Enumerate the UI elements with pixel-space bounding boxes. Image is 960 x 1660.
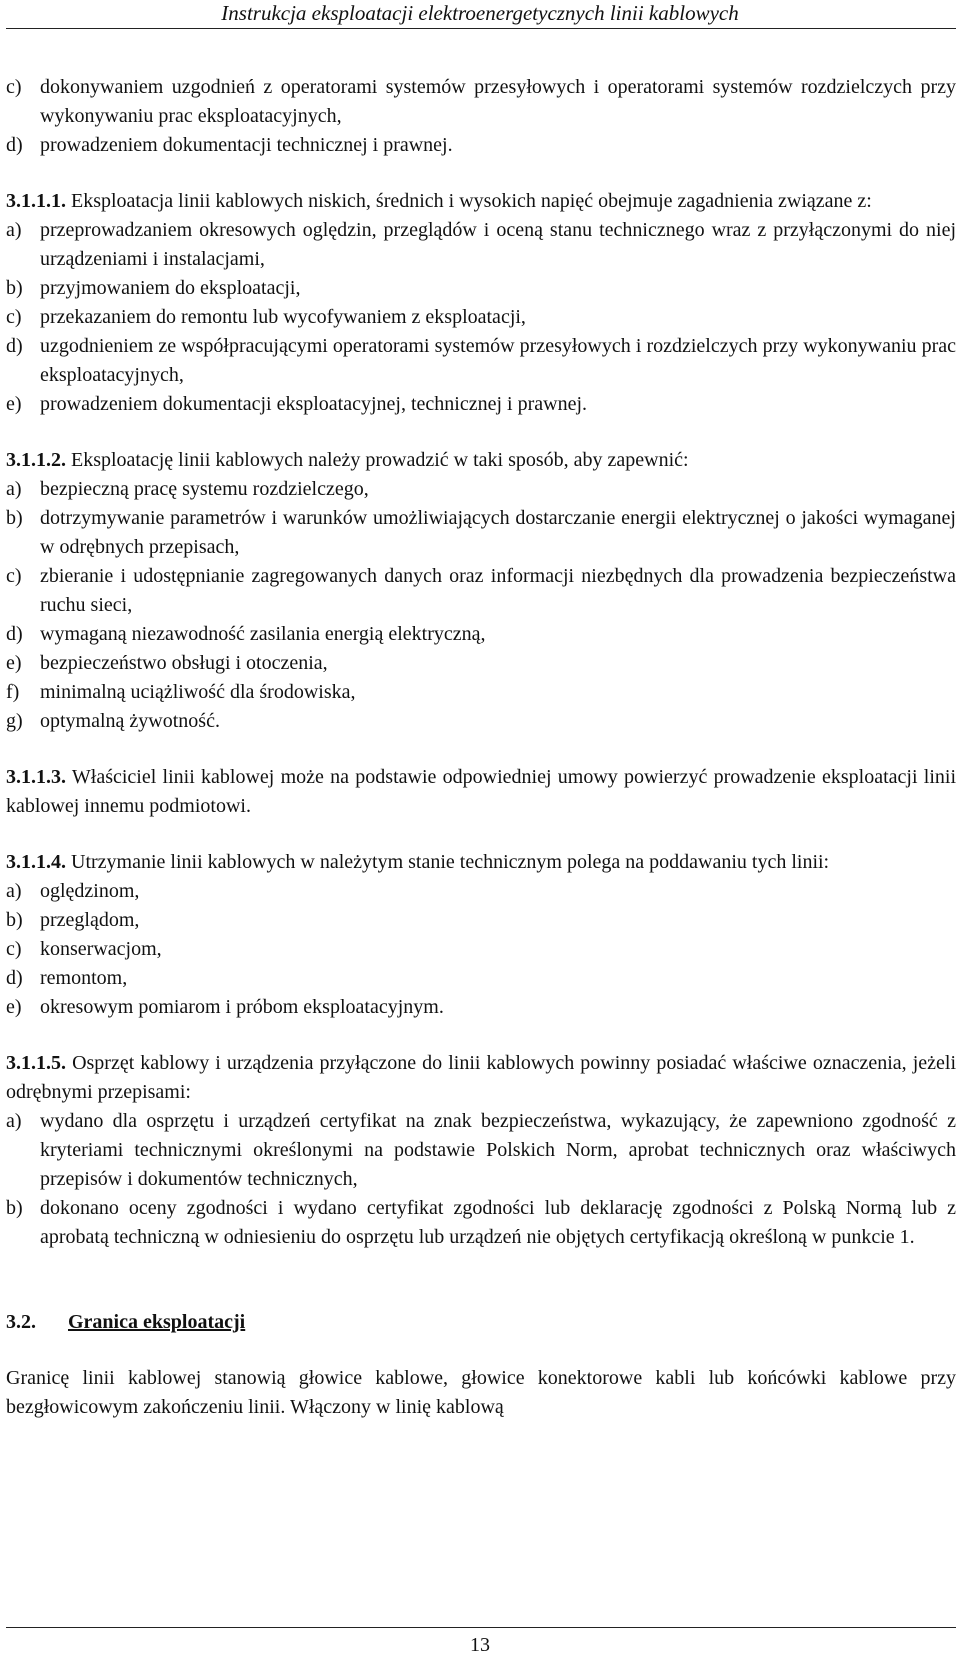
header-title: Instrukcja eksploatacji elektroenergetycznych linii kablowych bbox=[221, 1, 739, 25]
list-label: b) bbox=[6, 909, 23, 931]
list-text: przekazaniem do remontu lub wycofywaniem z eksploatacji, bbox=[40, 306, 526, 328]
list-item bbox=[6, 906, 956, 935]
list-text: minimalną uciążliwość dla środowiska, bbox=[40, 681, 356, 703]
list-label: d) bbox=[6, 967, 23, 989]
list-item bbox=[6, 274, 956, 303]
paragraph-3-1-1-1 bbox=[6, 187, 956, 216]
paragraph-3-1-1-5 bbox=[6, 1049, 956, 1107]
list-label: d) bbox=[6, 335, 23, 357]
spacer bbox=[6, 821, 956, 848]
list-label: c) bbox=[6, 76, 22, 98]
list-label: b) bbox=[6, 277, 23, 299]
paragraph-text: Osprzęt kablowy i urządzenia przyłączone do linii kablowych powinny posiadać właściwe oznaczenia, jeżeli odrębnymi przepisami: bbox=[6, 1052, 957, 1103]
paragraph-3-1-1-3 bbox=[6, 763, 956, 821]
list-text: prowadzeniem dokumentacji eksploatacyjnej, technicznej i prawnej. bbox=[40, 393, 588, 415]
list-text: dokonano oceny zgodności i wydano certyfikat zgodności lub deklarację zgodności z Polską Normą lub z aprobatą techniczną w odniesieniu do osprzętu lub urządzeń nie objętych certyfikacją określoną w punkcie 1. bbox=[40, 1197, 956, 1248]
list-item bbox=[6, 620, 956, 649]
list-item bbox=[6, 1194, 956, 1252]
paragraph-number: 3.1.1.1. bbox=[6, 190, 66, 212]
list-text: optymalną żywotność. bbox=[40, 710, 220, 732]
paragraph-number: 3.1.1.4. bbox=[6, 851, 66, 873]
document-body bbox=[6, 73, 956, 1422]
list-item bbox=[6, 131, 956, 160]
list-item bbox=[6, 964, 956, 993]
list-item bbox=[6, 877, 956, 906]
list-label: g) bbox=[6, 710, 23, 732]
list-label: a) bbox=[6, 219, 22, 241]
list-text: prowadzeniem dokumentacji technicznej i prawnej. bbox=[40, 134, 453, 156]
list-text: remontom, bbox=[40, 967, 128, 989]
list-text: konserwacjom, bbox=[40, 938, 162, 960]
list-item bbox=[6, 332, 956, 390]
list-item bbox=[6, 504, 956, 562]
list-label: c) bbox=[6, 565, 22, 587]
list-label: e) bbox=[6, 393, 22, 415]
list-item bbox=[6, 993, 956, 1022]
paragraph-text: Właściciel linii kablowej może na podstawie odpowiedniej umowy powierzyć prowadzenie eksploatacji linii kablowej innemu podmiotowi. bbox=[6, 766, 956, 817]
spacer bbox=[6, 736, 956, 763]
list-item bbox=[6, 562, 956, 620]
section-title: Granica eksploatacji bbox=[68, 1311, 246, 1333]
list-text: oględzinom, bbox=[40, 880, 140, 902]
paragraph-3-1-1-2 bbox=[6, 446, 956, 475]
section-heading bbox=[6, 1308, 956, 1337]
list-label: a) bbox=[6, 478, 22, 500]
list-label: d) bbox=[6, 134, 23, 156]
list-label: a) bbox=[6, 1110, 22, 1132]
spacer bbox=[6, 1022, 956, 1049]
section-number: 3.2. bbox=[6, 1311, 36, 1333]
list-label: f) bbox=[6, 681, 20, 703]
spacer bbox=[6, 1252, 956, 1308]
list-label: e) bbox=[6, 996, 22, 1018]
footer-rule bbox=[6, 1627, 956, 1628]
list-text: dokonywaniem uzgodnień z operatorami systemów przesyłowych i operatorami systemów rozdzielczych przy wykonywaniu prac eksploatacyjnych, bbox=[40, 76, 956, 127]
paragraph-text: Utrzymanie linii kablowych w należytym stanie technicznym polega na poddawaniu tych linii: bbox=[71, 851, 830, 873]
list-label: c) bbox=[6, 938, 22, 960]
list-label: a) bbox=[6, 880, 22, 902]
list-text: wydano dla osprzętu i urządzeń certyfikat na znak bezpieczeństwa, wykazujący, że zapewniono zgodność z kryteriami technicznymi określonymi na podstawie Polskich Norm, aprobat technicznych oraz właściwych przepisów i dokumentów technicznych, bbox=[40, 1110, 956, 1190]
spacer bbox=[6, 1337, 956, 1364]
header-rule bbox=[6, 28, 956, 29]
list-text: przeglądom, bbox=[40, 909, 140, 931]
list-item bbox=[6, 216, 956, 274]
list-text: uzgodnieniem ze współpracującymi operatorami systemów przesyłowych i rozdzielczych przy wykonywaniu prac eksploatacyjnych, bbox=[40, 335, 956, 386]
paragraph-text: Eksploatacja linii kablowych niskich, średnich i wysokich napięć obejmuje zagadnienia związane z: bbox=[71, 190, 872, 212]
list-item bbox=[6, 935, 956, 964]
spacer bbox=[6, 419, 956, 446]
list-text: okresowym pomiarom i próbom eksploatacyjnym. bbox=[40, 996, 444, 1018]
list-text: zbieranie i udostępnianie zagregowanych danych oraz informacji niezbędnych dla prowadzenia bezpieczeństwa ruchu sieci, bbox=[40, 565, 956, 616]
paragraph-number: 3.1.1.2. bbox=[6, 449, 66, 471]
list-item bbox=[6, 678, 956, 707]
list-label: b) bbox=[6, 1197, 23, 1219]
list-item bbox=[6, 649, 956, 678]
list-item bbox=[6, 475, 956, 504]
list-label: b) bbox=[6, 507, 23, 529]
spacer bbox=[6, 160, 956, 187]
list-text: przyjmowaniem do eksploatacji, bbox=[40, 277, 301, 299]
page-number: 13 bbox=[470, 1634, 490, 1656]
list-text: bezpieczną pracę systemu rozdzielczego, bbox=[40, 478, 369, 500]
paragraph-number: 3.1.1.5. bbox=[6, 1052, 66, 1074]
closing-paragraph: Granicę linii kablowej stanowią głowice kablowe, głowice konektorowe kabli lub końcówki kablowe przy bezgłowicowym zakończeniu linii. Włączony w linię kablową bbox=[6, 1367, 956, 1418]
paragraph-text: Eksploatację linii kablowych należy prowadzić w taki sposób, aby zapewnić: bbox=[71, 449, 689, 471]
list-text: bezpieczeństwo obsługi i otoczenia, bbox=[40, 652, 328, 674]
list-label: c) bbox=[6, 306, 22, 328]
list-item bbox=[6, 73, 956, 131]
list-text: wymaganą niezawodność zasilania energią elektryczną, bbox=[40, 623, 486, 645]
paragraph-number: 3.1.1.3. bbox=[6, 766, 66, 788]
list-item bbox=[6, 390, 956, 419]
list-item bbox=[6, 1107, 956, 1194]
list-label: d) bbox=[6, 623, 23, 645]
list-text: przeprowadzaniem okresowych oględzin, przeglądów i oceną stanu technicznego wraz z przyłączonymi do niej urządzeniami i instalacjami, bbox=[40, 219, 956, 270]
list-item bbox=[6, 707, 956, 736]
list-text: dotrzymywanie parametrów i warunków umożliwiających dostarczanie energii elektrycznej o jakości wymaganej w odrębnych przepisach, bbox=[40, 507, 956, 558]
list-label: e) bbox=[6, 652, 22, 674]
list-item bbox=[6, 303, 956, 332]
paragraph-3-1-1-4 bbox=[6, 848, 956, 877]
